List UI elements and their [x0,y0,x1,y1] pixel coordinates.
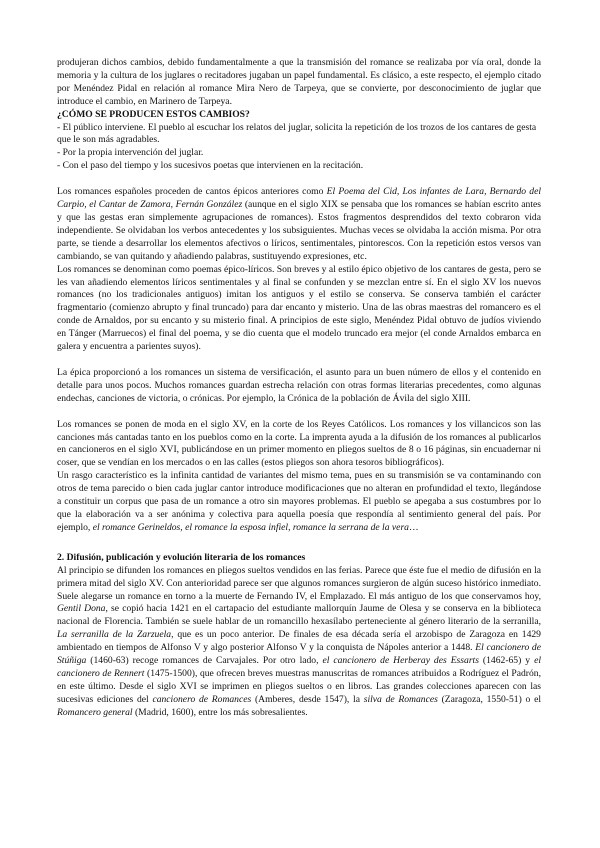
intro-paragraph: produjeran dichos cambios, debido fundamentalmente a que la transmisión del romance se realizaba por vía oral, donde la memoria y la cultura de los juglares o recitadores jugaban un papel fundamental. Es clásico, a este respecto, el ejemplo citado por Menéndez Pidal en relación al romance Mira Nero de Tarpeya, que se convierte, por desconocimiento de juglar que introduce el cambio, en Marinero de Tarpeya. [57,57,541,107]
section-heading-difusion: 2. Difusión, publicación y evolución literaria de los romances [57,551,306,563]
cited-works: El Poema del Cid, Los infantes de Lara, Bernardo del Carpio, el Cantar de Zamora, Fernán González [57,186,542,211]
document-page [57,57,541,720]
section-heading-cambios: ¿CÓMO SE PRODUCEN ESTOS CAMBIOS? [57,108,250,120]
list-item: - El público interviene. El pueblo al escuchar los relatos del juglar, solicita la repetición de los trozos de los cantares de gesta que le son más agradables. [57,121,537,146]
paragraph-variantes: Un rasgo característico es la infinita cantidad de variantes del mismo tema, pues en su transmisión se va contaminando con otros de tema parecido o bien cada juglar cantor introduce modificaciones que no alteran en profundidad el texto, llegándose a constituir un corpus que pasa de un romance a otro sin mayores problemas. El pueblo se apegaba a sus costumbres por lo que la elaboración va a ser anónima y colectiva para aquella poesía que respondía al sentimiento general del país. Por ejemplo, el romance Gerineldos, el romance la esposa infiel, romance la serrana de la vera… [57,470,541,533]
paragraph-difusion: Al principio se difunden los romances en pliegos sueltos vendidos en las ferias. Parece que éste fue el medio de difusión en la primera mitad del siglo XV. Con anterioridad parece ser que algunos romances surgieron de algún suceso histórico inmediato. Suele alegarse un romance en torno a la muerte de Fernando IV, el Emplazado. El más antiguo de los que conservamos hoy, Gentil Dona, se copió hacia 1421 en el cartapacio del estudiante mallorquín Jaume de Olesa y se conserva en la biblioteca nacional de Florencia. También se suele hablar de un romancillo hexasílabo perteneciente al género literario de la serranilla, La serranilla de la Zarzuela, que es un poco anterior. De finales de esa década sería el arzobispo de Zaragoza en 1429 ambientado en tiempos de Alfonso V y algo posterior Alfonso V y la conquista de Nápoles anterior a 1448. El cancionero de Stúñiga (1460-63) recoge romances de Carvajales. Por otro lado, el cancionero de Herberay des Essarts (1462-65) y el cancionero de Rennert (1475-1500), que ofrecen breves muestras manuscritas de romances atribuidos a Rodríguez el Padrón, en este último. Desde el siglo XVI se imprimen en pliegos sueltos o en libros. Las grandes colecciones aparecen con las sucesivas ediciones del cancionero de Romances (Amberes, desde 1547), la silva de Romances (Zaragoza, 1550-51) o el Romancero general (Madrid, 1600), entre los más sobresalientes. [57,564,541,718]
paragraph-epico-liricos: Los romances se denominan como poemas épico-líricos. Son breves y al estilo épico objetivo de los cantares de gesta, pero se les van añadiendo elementos líricos sentimentales y al final se confunden y se mezclan entre sí. En el siglo XV los nuevos romances (no los tradicionales antiguos) imitan los antiguos y el estilo se conserva. Se conserva también el carácter fragmentario (comienzo abrupto y final truncado) para dar encanto y misterio. Una de las obras maestras del romancero es el conde de Arnaldos, por su encanto y su misterio final. A principios de este siglo, Menéndez Pidal obtuvo de judíos viviendo en Tánger (Marruecos) el final del poema, y se dio cuenta que el modelo truncado era mejor (el conde Arnaldos embarca en galera y encuentra a parientes suyos). [57,263,541,353]
list-item: - Por la propia intervención del juglar. [57,147,204,159]
changes-list [57,122,541,174]
list-item: - Con el paso del tiempo y los sucesivos poetas que intervienen en la recitación. [57,160,364,172]
cited-romances: el romance Gerineldos, el romance la esposa infiel, romance la serrana de la vera [92,521,409,533]
paragraph-origins: Los romances españoles proceden de cantos épicos anteriores como El Poema del Cid, Los infantes de Lara, Bernardo del Carpio, el Cantar de Zamora, Fernán González (aunque en el siglo XIX se pensaba que los romances se habían escrito antes y que las gestas eran simplemente agrupaciones de romances). Estos fragmentos desprendidos del texto cobraron vida independiente. Se olvidaban los verbos antecedentes y los subsiguientes. Muchas veces se olvidaba la acción misma. Por otra parte, se tiende a desarrollar los elementos afectivos o líricos, sentimentales, pintorescos. Con la repetición estos versos van cambiando, se van quitando y añadiendo palabras, sustituyendo expresiones, etc. [57,186,542,262]
paragraph-moda: Los romances se ponen de moda en el siglo XV, en la corte de los Reyes Católicos. Los romances y los villancicos son las canciones más cantadas tanto en los pueblos como en la corte. La imprenta ayuda a la difusión de los romances al publicarlos en cancioneros en el siglo XVI, publicándose en un primer momento en pliegos sueltos de 8 o 16 páginas, sin encuadernar ni coser, que se vendían en los mercados o en las calles (estos pliegos son ahora tesoros bibliográficos). [57,418,541,469]
paragraph-epica: La épica proporcionó a los romances un sistema de versificación, el asunto para un buen número de ellos y el contenido en detalle para unos pocos. Muchos romances guardan estrecha relación con otras formas literarias precedentes, como algunas endechas, canciones de victoria, o crónicas. Por ejemplo, la Crónica de la población de Ávila del siglo XIII. [57,366,541,404]
